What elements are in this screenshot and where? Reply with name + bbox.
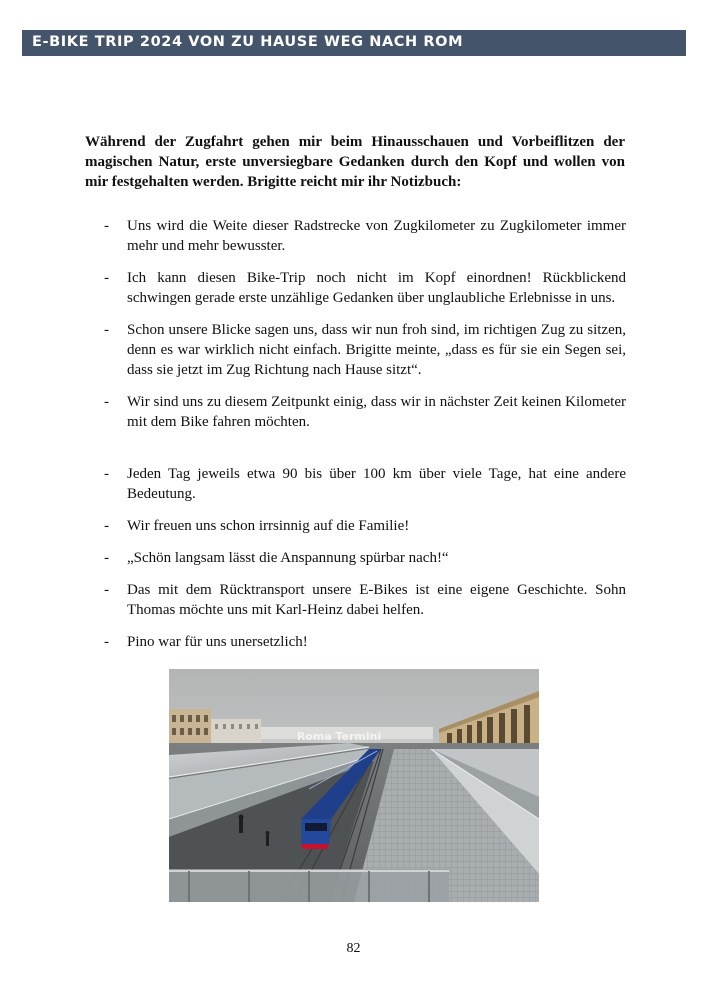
list-item: - Wir sind uns zu diesem Zeitpunkt einig, dass wir in nächster Zeit keinen Kilometer mit dem Bike fahren möchten.: [104, 392, 626, 432]
header-bar: [22, 30, 686, 56]
page-number: 82: [346, 941, 361, 956]
list-item: - Pino war für uns unersetzlich!: [104, 632, 626, 652]
intro-paragraph: Während der Zugfahrt gehen mir beim Hinausschauen und Vorbeiflitzen der magischen Natur, erste unversiegbare Gedanken durch den Kopf und wollen von mir festgehalten werden. Brigitte reicht mir ihr Notizbuch:: [85, 134, 625, 190]
list-item: - Uns wird die Weite dieser Radstrecke von Zugkilometer zu Zugkilometer immer mehr und mehr bewusster.: [104, 216, 626, 256]
list-item: - Wir freuen uns schon irrsinnig auf die Familie!: [104, 516, 626, 536]
list-item: - Ich kann diesen Bike-Trip noch nicht im Kopf einordnen! Rückblickend schwingen gerade erste unzählige Gedanken über unglaubliche Erlebnisse in uns.: [104, 268, 626, 308]
list-item: - Jeden Tag jeweils etwa 90 bis über 100 km über viele Tage, hat eine andere Bedeutung.: [104, 464, 626, 504]
list-item: - Schon unsere Blicke sagen uns, dass wir nun froh sind, im richtigen Zug zu sitzen, denn es war wirklich nicht einfach. Brigitte meinte, „dass es für sie ein Segen sei, dass sie jetzt im Zug Richtung nach Hause sitzt“.: [104, 320, 626, 380]
list-item: - „Schön langsam lässt die Anspannung spürbar nach!“: [104, 548, 626, 568]
station-sign: Roma Termini: [296, 730, 382, 743]
roma-termini-photo: [169, 669, 539, 902]
list-item: - Das mit dem Rücktransport unsere E-Bikes ist eine eigene Geschichte. Sohn Thomas möchte uns mit Karl-Heinz dabei helfen.: [104, 580, 626, 620]
notes-list: [104, 216, 626, 652]
header-title: E-BIKE TRIP 2024 VON ZU HAUSE WEG NACH ROM: [32, 34, 464, 50]
